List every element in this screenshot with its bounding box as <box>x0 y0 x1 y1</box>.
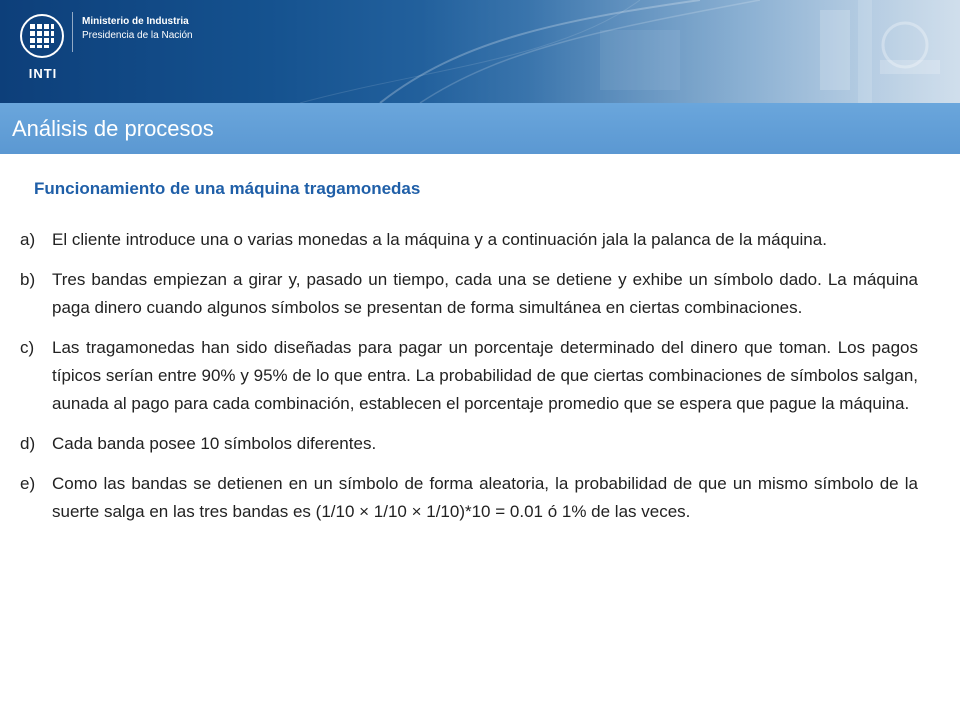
ministry-name: Ministerio de Industria <box>82 16 189 27</box>
header-divider <box>72 12 73 52</box>
title-bar <box>0 103 960 154</box>
header-banner <box>0 0 960 103</box>
list-item <box>20 266 918 322</box>
item-text: Cada banda posee 10 símbolos diferentes. <box>52 434 377 453</box>
item-text: Tres bandas empiezan a girar y, pasado un tiempo, cada una se detiene y exhibe un símbolo dado. La máquina paga dinero cuando algunos símbolos se presentan de forma simultánea en ciertas combinaciones. <box>52 270 918 317</box>
item-marker: a) <box>20 230 36 249</box>
item-marker: c) <box>20 338 35 357</box>
page-title: Análisis de procesos <box>12 116 214 141</box>
item-text: El cliente introduce una o varias monedas a la máquina y a continuación jala la palanca de la máquina. <box>52 230 827 249</box>
list-item <box>20 470 918 526</box>
list-item <box>20 226 918 254</box>
item-list <box>20 226 918 538</box>
ministry-label <box>82 15 193 43</box>
item-text: Las tragamonedas han sido diseñadas para pagar un porcentaje determinado del dinero que toman. Los pagos típicos serían entre 90% y 95% de lo que entra. La probabilidad de que ciertas combinaciones de símbolos salgan, aunada al pago para cada combinación, establecen el porcentaje promedio que se espera que pague la máquina. <box>52 338 918 413</box>
item-marker: b) <box>20 270 36 289</box>
item-text: Como las bandas se detienen en un símbolo de forma aleatoria, la probabilidad de que un mismo símbolo de la suerte salga en las tres bandas es (1/10 × 1/10 × 1/10)*10 = 0.01 ó 1% de las veces. <box>52 474 918 521</box>
section-subtitle: Funcionamiento de una máquina tragamonedas <box>34 179 421 198</box>
list-item <box>20 334 918 418</box>
logo-text: INTI <box>28 66 58 81</box>
presidency-name: Presidencia de la Nación <box>82 30 193 41</box>
item-marker: d) <box>20 434 36 453</box>
inti-logo <box>14 8 72 94</box>
list-item <box>20 430 918 458</box>
item-marker: e) <box>20 474 36 493</box>
logo-grid-icon <box>20 14 64 58</box>
